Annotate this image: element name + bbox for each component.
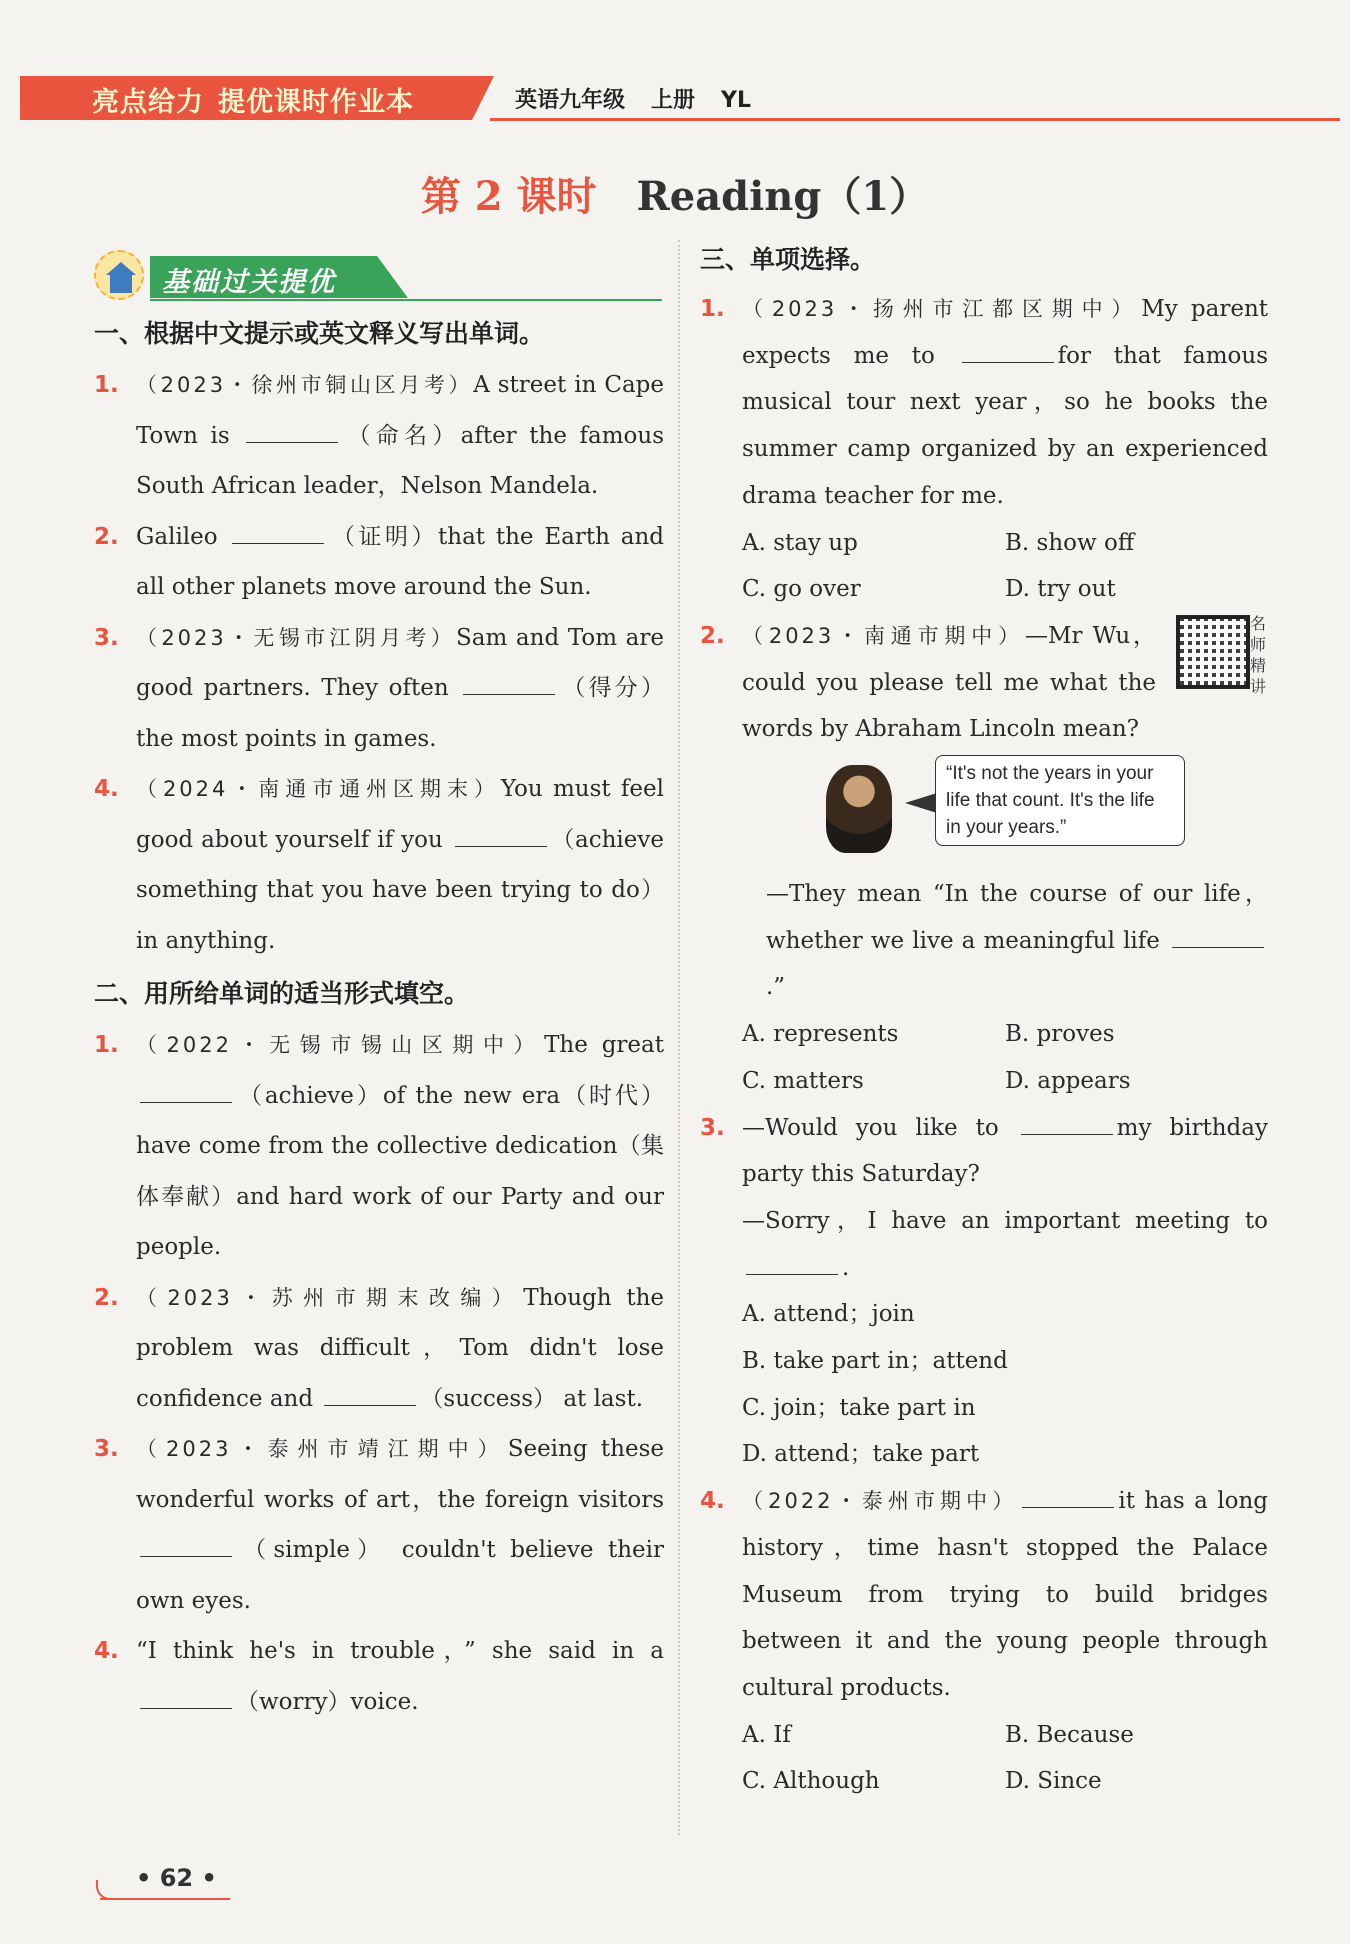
section-2-heading: 二、用所给单词的适当形式填空。 [94,979,470,1008]
house-roof-icon [106,262,136,275]
option-d[interactable]: D. Since [1005,1768,1102,1795]
page-number-ornament [96,1880,120,1900]
question-text: my birthday party this Saturday? [742,1114,1268,1188]
question-number: 4. [94,776,119,802]
book-meta [515,83,777,114]
option-d[interactable]: D. attend；take part [742,1441,980,1468]
brand-name: 亮点给力 [92,87,204,118]
option-d[interactable]: D. try out [1005,576,1116,603]
option-a[interactable]: A. stay up [742,529,858,556]
question-text: —They mean “In the course of our life，whether we live a meaningful life [766,881,1268,954]
question-number: 2. [700,622,725,649]
option-a[interactable]: A. represents [742,1021,899,1048]
answer-blank[interactable] [1022,1486,1114,1508]
answer-blank[interactable] [455,825,547,847]
lincoln-illustration [700,755,1268,867]
option-d[interactable]: D. appears [1005,1067,1131,1094]
question-number: 3. [94,1436,119,1462]
options [700,1011,1268,1104]
options [700,1712,1268,1805]
question-number: 4. [94,1638,119,1664]
speech-bubble-tail [905,793,937,813]
right-column [700,240,1268,1805]
question [94,1273,664,1425]
answer-blank[interactable] [140,1535,232,1557]
question [700,1478,1268,1712]
question-text: . [842,1254,850,1281]
question-text: it has a long history，time hasn't stopped the Palace Museum from trying to build bridges between it and the young people through cultural products. [742,1488,1268,1701]
question-text: Galileo [136,523,218,550]
answer-blank[interactable] [140,1081,232,1103]
option-b[interactable]: B. Because [1005,1721,1134,1748]
question-source: （2023・无锡市江阴月考） [136,625,457,650]
question-text: —Sorry，I have an important meeting to [742,1207,1268,1234]
option-b[interactable]: B. proves [1005,1021,1115,1048]
question-continuation [700,871,1268,1011]
question-text: Sam and Tom are good partners. They often [136,624,664,701]
answer-blank[interactable] [232,522,324,544]
edition-label: YL [721,88,751,113]
question-text: Though the problem was difficult，Tom didn't lose confidence and [136,1284,664,1412]
header-rule [490,118,1340,121]
question-text: A street in Cape Town is [136,372,664,449]
badge-rule [150,299,662,301]
question-text: —Would you like to [742,1114,999,1141]
question [94,764,664,966]
section-1-heading: 一、根据中文提示或英文释义写出单词。 [94,319,545,348]
question-text: for that famous musical tour next year，so he books the summer camp organized by an experienced drama teacher for me. [742,342,1268,509]
options [700,520,1268,613]
speech-bubble: “It's not the years in your life that count. It's the life in your years.” [935,755,1185,846]
option-a[interactable]: A. If [742,1721,791,1748]
lesson-number: 第 2 课时 [420,173,597,220]
question-text: Seeing these wonderful works of art，the foreign visitors [136,1436,664,1513]
answer-blank[interactable] [962,341,1054,363]
answer-blank[interactable] [1172,926,1264,948]
question-source: （2023・南通市期中） [742,623,1025,648]
question-text: （得分）the most points in games. [136,675,664,752]
option-b[interactable]: B. show off [1005,529,1135,556]
qr-code-icon[interactable] [1176,615,1250,689]
question-text: .” [766,974,786,1001]
question-number: 1. [94,1032,119,1058]
question-text: （achieve something that you have been trying to do）in anything. [136,826,665,954]
page-number: • 62 • [136,1864,217,1892]
question-number: 4. [700,1488,725,1515]
question-text: You must feel good about yourself if you [136,776,664,853]
question [94,1020,664,1273]
question-text: （证明）that the Earth and all other planets move around the Sun. [136,523,664,600]
option-a[interactable]: A. attend；join [742,1301,915,1328]
option-c[interactable]: C. join；take part in [742,1394,976,1421]
question-source: （2023・扬州市江都区期中） [742,297,1142,321]
question [700,286,1268,520]
page-number-rule [100,1898,230,1900]
answer-blank[interactable] [246,421,338,443]
answer-blank[interactable] [746,1253,838,1275]
question-number: 3. [94,624,119,651]
question-text: （achieve）of the new era（时代）have come from the collective dedication（集体奉献）and hard work of our Party and our people. [136,1082,664,1260]
question-number: 2. [94,523,119,550]
question [94,1424,664,1626]
question-text: —Mr Wu，could you please tell me what the words by Abraham Lincoln mean? [742,622,1156,743]
house-icon [110,275,132,293]
answer-blank[interactable] [1021,1113,1113,1135]
section-badge [94,240,664,306]
qr-label: 名师精讲 [1250,613,1267,696]
question-text: （worry）voice. [236,1688,419,1715]
badge-label: 基础过关提优 [162,267,336,298]
left-column [94,240,664,1727]
question-text: （success） at last. [420,1385,644,1412]
lesson-title [0,165,1350,222]
question [94,1626,664,1727]
question-source: （2022・无锡市锡山区期中） [136,1033,545,1057]
options [700,1291,1268,1478]
question-number: 1. [94,372,119,398]
question-text: （命名）after the famous South African leader，Nelson Mandela. [136,422,665,499]
brand-series: 提优课时作业本 [218,87,414,118]
column-divider [678,240,680,1835]
subject-label: 英语九年级 [515,88,626,113]
question [700,613,1268,753]
question-number: 2. [94,1284,119,1311]
answer-blank[interactable] [324,1384,416,1406]
question-text: My parent expects me to [742,296,1269,369]
question-source: （2023・徐州市铜山区月考） [136,373,474,397]
section-3-heading: 三、单项选择。 [700,245,876,274]
question-source: （2023・苏州市期末改编） [136,1285,524,1310]
answer-blank[interactable] [140,1687,232,1709]
option-c[interactable]: C. Although [742,1768,880,1795]
question-text: （simple） couldn't believe their own eyes. [136,1537,664,1614]
question-text: “I think he's in trouble，” she said in a [136,1638,664,1664]
lesson-name: Reading（1） [636,173,930,220]
question-text: The great [544,1032,664,1058]
header-banner-tail [472,76,494,120]
answer-blank[interactable] [463,673,555,695]
option-c[interactable]: C. matters [742,1067,864,1094]
question-number: 3. [700,1114,725,1141]
page-header [20,76,1340,120]
question [700,1105,1268,1292]
question-source: （2022・泰州市期中） [742,1489,1019,1514]
question-number: 1. [700,296,725,322]
question [94,512,664,613]
question [94,360,664,512]
question [94,613,664,765]
question-source: （2023・泰州市靖江期中） [136,1437,508,1461]
option-c[interactable]: C. go over [742,576,861,603]
volume-label: 上册 [651,88,696,113]
option-b[interactable]: B. take part in；attend [742,1348,1008,1375]
brand-title [92,80,428,119]
lincoln-portrait [826,765,892,853]
question-source: （2024・南通市通州区期末） [136,777,501,801]
